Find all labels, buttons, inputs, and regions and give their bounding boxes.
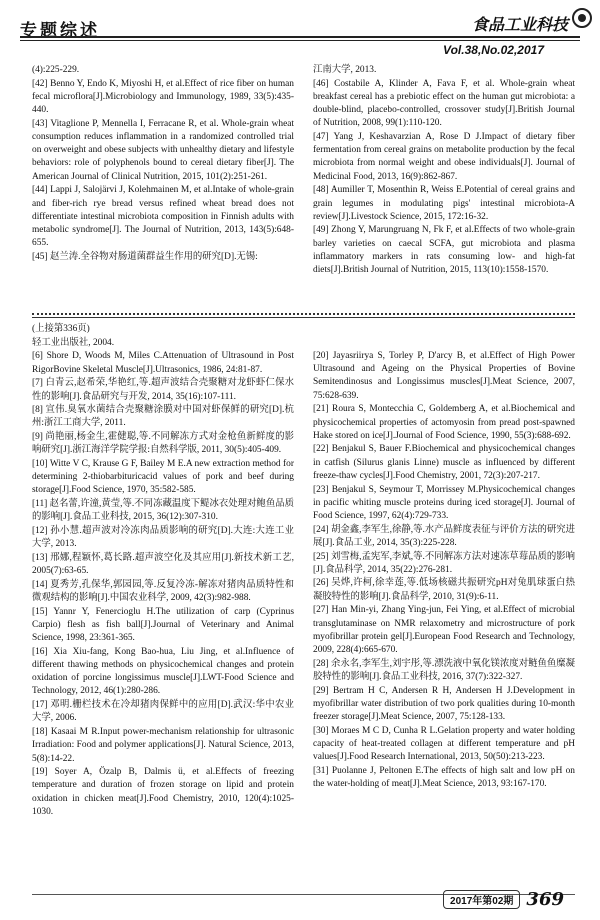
reference-item: [47] Yang J, Keshavarzian A, Rose D J.Impact of dietary fiber fermentation from cereal grains on metabolite production by the fecal microbiota from normal weight and obese individuals[J]. Journal of Medicinal Food, 2013, 16(9):862-867. xyxy=(313,132,575,182)
references-top-left xyxy=(32,64,294,265)
reference-item: [16] Xia Xiu-fang, Kong Bao-hua, Liu Jing, et al.Influence of different thawing methods on physicochemical changes and protein oxidation of porcine longissimus muscle[J].LWT-Food Science and Technology, 2012, 46(1):280-286. xyxy=(32,646,294,697)
reference-item: [10] Witte V C, Krause G F, Bailey M E.A new extraction method for determining 2-thiobarbituricacid values of pork and beef during storage[J].Food Science, 1970, 35:582-585. xyxy=(32,459,294,496)
reference-item: [42] Benno Y, Endo K, Miyoshi H, et al.Effect of rice fiber on human fecal microflora[J].Microbiology and Immunology, 1989, 33(5):435-440. xyxy=(32,78,294,116)
reference-item: [6] Shore D, Woods M, Miles C.Attenuation of Ultrasound in Post RigorBovine Skeletal Muscle[J].Ultrasonics, 1986, 24:81-87. xyxy=(32,351,294,375)
reference-item: [27] Han Min-yi, Zhang Ying-jun, Fei Ying, et al.Effect of microbial transglutaminase on NMR relaxometry and microstructure of pork myofibrillar protein gel[J].European Food Research and Technology, 2009, 228(4):665-670. xyxy=(313,605,575,655)
reference-item: [43] Vitaglione P, Mennella I, Ferracane R, et al. Whole-grain wheat consumption reduces inflammation in a randomized controlled trial on overweight and obese subjects with unhealthy dietary and lifestyle behaviors: role of polyphenols bound to cereal dietary fiber[J]. The American Journal of Clinical Nutrition, 2015, 101(2):251-261. xyxy=(32,118,294,182)
journal-title: 食品工业科技 xyxy=(471,15,568,34)
issue-label: 2017年第02期 xyxy=(443,890,520,909)
reference-item: [17] 邓明.栅栏技术在冷却猪肉保鲜中的应用[D].武汉:华中农业大学, 2006. xyxy=(32,700,294,724)
reference-item: [20] Jayasriirya S, Torley P, D'arcy B, et al.Effect of High Power Ultrasound and Ageing on the Physical Properties of Bovine Semitendinosus and Longissimus muscles[J].Meat Science, 2007, 75:628-639. xyxy=(313,351,575,401)
journal-logo-icon xyxy=(572,8,592,28)
reference-item: (4):225-229. xyxy=(32,65,80,75)
reference-item: [14] 夏秀芳,孔保华,郭园园,等.反复冷冻-解冻对猪肉品质特性和微观结构的影响[J].中国农业科学, 2009, 42(3):982-988. xyxy=(32,579,294,604)
reference-item: [44] Lappi J, Salojärvi J, Kolehmainen M, et al.Intake of whole-grain and fiber-rich rye bread versus refined wheat bread does not differentiate intestinal microbiota composition in Finnish adults with metabolic syndrome[J]. The Journal of Nutrition, 2013, 143(5):648-655. xyxy=(32,185,294,249)
reference-item: [22] Benjakul S, Bauer F.Biochemical and physicochemical changes in catfish (Silurus glanis Linne) muscle as influenced by different freeze-thaw cycles[J].Food Chemistry, 2001, 72(3):207-217. xyxy=(313,444,575,481)
reference-item: [24] 胡金鑫,李军生,徐静,等.水产品鲜度表征与评价方法的研究进展[J].食品工业, 2014, 35(3):225-228. xyxy=(313,524,575,548)
reference-item: [23] Benjakul S, Seymour T, Morrissey M.Physicochemical changes in pacific whiting muscle proteins during iced storage[J]. Journal of Food Science, 1997, 62(4):729-733. xyxy=(313,484,575,521)
page-footer xyxy=(443,889,564,910)
reference-item: [15] Yannr Y, Fenercioglu H.The utilization of carp (Cyprinus Carpio) flesh as fish ball[J].Journal of Veterinary and Animal Science, 1998, 23:361-365. xyxy=(32,606,294,644)
reference-item: [49] Zhong Y, Marungruang N, Fk F, et al.Effects of two whole-grain barley varieties on caecal SCFA, gut microbiota and plasma inflammatory markers in rats consuming low- and high-fat diets[J].British Journal of Nutrition, 2015, 113(10):1558-1570. xyxy=(313,225,575,276)
reference-item: [25] 刘雪梅,孟宪军,李斌,等.不同解冻方法对速冻草莓品质的影响[J].食品科学, 2014, 35(22):276-281. xyxy=(313,551,575,575)
reference-item: [45] 赵兰涛.全谷物对肠道菌群益生作用的研究[D].无锡: xyxy=(32,251,258,262)
reference-item: [46] Costabile A, Klinder A, Fava F, et al. Whole-grain wheat breakfast cereal has a prebiotic effect on the human gut microbiota: a double-blind, placebo-controlled, crossover study[J].British Journal of Nutrition, 2008, 99(1):110-120. xyxy=(313,78,575,129)
reference-item: [48] Aumiller T, Mosenthin R, Weiss E.Potential of cereal grains and grain legumes in modulating pigs' intestinal microbiota-A review[J].Livestock Science, 2015, 172:16-32. xyxy=(313,185,575,222)
reference-item: [31] Puolanne J, Peltonen E.The effects of high salt and low pH on the water-holding of meat[J].Meat Science, 2013, 93:167-170. xyxy=(313,765,575,789)
reference-item: [29] Bertram H C, Andersen R H, Andersen H J.Development in myofibrillar water distribution of two pork qualities during 10-month freezer storage[J].Meat Science, 2007, 75:128-133. xyxy=(313,685,575,722)
reference-item: [21] Roura S, Montecchia C, Goldemberg A, et al.Biochemical and physicochemical properties of actomyosin from pread post-spawned Hake stored on ice[J].Journal of Food Science, 1990, 55(3):688-692. xyxy=(313,404,575,441)
reference-item: [30] Moraes M C D, Cunha R L.Gelation property and water holding capacity of heat-treated collagen at different temperature and pH values[J].Food Research International, 2013, 50(50):213-223. xyxy=(313,725,575,763)
reference-item: [13] 邢娜,程颖怀,葛长路.超声波空化及其应用[J].新技术新工艺, 2005(7):63-65. xyxy=(32,552,294,577)
section-title: 专题综述 xyxy=(20,21,100,41)
references-top-right xyxy=(313,64,575,278)
reference-item: [26] 吴烨,许柯,徐幸莲,等.低场核磁共振研究pH对兔肌球蛋白热凝胶特性的影响[J].食品科学, 2010, 31(9):6-11. xyxy=(313,578,575,602)
header-rule-thin xyxy=(20,40,580,41)
reference-item: [8] 宣伟.臭氧水菌结合壳聚糖涂膜对中国对虾保鲜的研究[D].杭州:浙江工商大学, 2011. xyxy=(32,405,294,429)
reference-item: [12] 孙小慧.超声波对冷冻肉品质影响的研究[D].大连:大连工业大学, 2013. xyxy=(32,526,294,550)
reference-item: [11] 赵名蕾,许潼,黄莹,等.不同冻藏温度下鳀冰衣处理对鲍鱼品质的影响[J].食品工业科技, 2015, 36(12):307-310. xyxy=(32,499,294,523)
reference-item: 江南大学, 2013. xyxy=(313,65,377,75)
article-divider xyxy=(32,313,575,315)
header-rule xyxy=(20,36,580,38)
reference-item: [19] Soyer A, Özalp B, Dalmis ü, et al.Effects of freezing temperature and duration of frozen storage on lipid and protein oxidation in chicken meat[J].Food Chemistry, 2010, 120(4):1025-1030. xyxy=(32,767,294,817)
references-bottom-left xyxy=(32,323,294,820)
continuation-note: (上接第336页) xyxy=(32,324,90,334)
references-bottom-right xyxy=(313,350,575,792)
volume-info: Vol.38,No.02,2017 xyxy=(443,43,544,57)
page-header xyxy=(0,0,600,66)
reference-item: [18] Kasaai M R.Input power-mechanism relationship for ultrasonic Irradiation: Food and polymer applications[J]. Natural Science, 2013, 5(8):14-22. xyxy=(32,727,294,764)
reference-item: [9] 尚艳丽,杨金生,霍健聪,等.不同解冻方式对金枪鱼新鲜度的影响研究[J].浙江海洋学院学报:自然科学版, 2011, 30(5):405-409. xyxy=(32,432,294,456)
reference-item: [7] 白青云,赵希荣,华艳红,等.超声波结合壳聚糖对龙虾虾仁保水性的影响[J].食品研究与开发, 2014, 35(16):107-111. xyxy=(32,378,294,402)
reference-item: [28] 余永名,李军生,刘宇彤,等.漂洗液中氧化镁浓度对鲢鱼鱼糜凝胶特性的影响[J].食品工业科技, 2016, 37(7):322-327. xyxy=(313,658,575,682)
page-number: 369 xyxy=(526,889,564,910)
reference-item: 轻工业出版社, 2004. xyxy=(32,337,115,348)
